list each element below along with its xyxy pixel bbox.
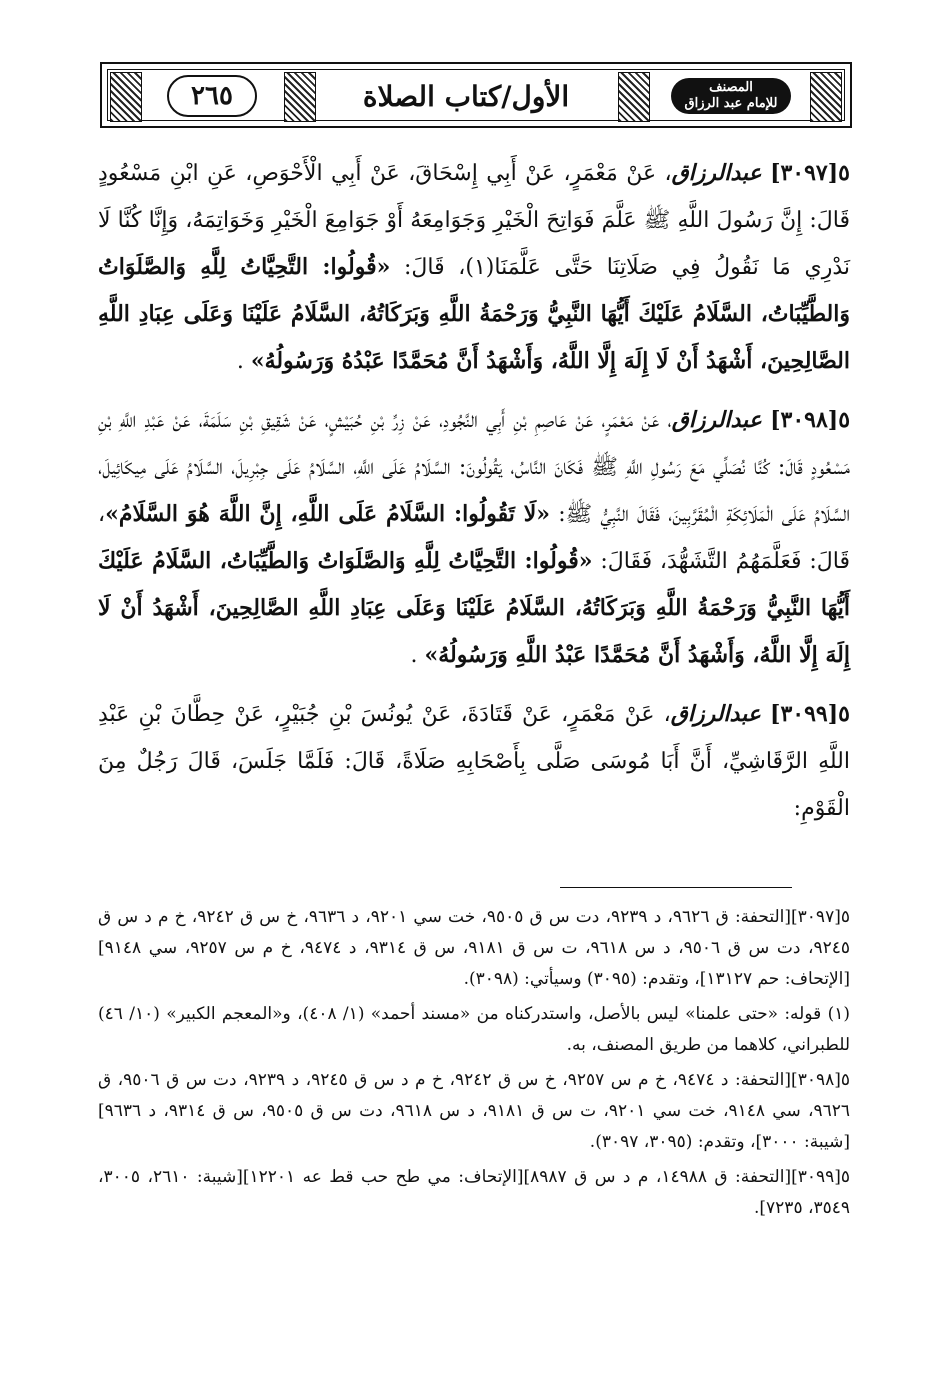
- hadith-end: .: [410, 643, 418, 668]
- hadith-end: .: [236, 349, 244, 374]
- hadith-3097: [98, 150, 850, 385]
- footnote-divider: [560, 887, 792, 888]
- hadith-body: [98, 150, 850, 844]
- chapter-title: الأول/كتاب الصلاة: [362, 79, 570, 113]
- footnote-1: (١) قوله: «حتى علمنا» ليس بالأصل، واستدركناه من «مسند أحمد» (١/ ٤٠٨)، و«المعجم الكبير» (١٠/ ٤٦) للطبراني، كلاهما من طريق المصنف، به.: [98, 1004, 851, 1055]
- book-logo: [656, 72, 806, 120]
- footnotes: [98, 902, 850, 1228]
- hadith-number: ٥[٣٠٩٨]: [770, 407, 851, 433]
- ornament-icon: [284, 72, 316, 122]
- hadith-text-2: ، قَالَ: فَعَلَّمَهُمُ التَّشَهُّدَ، فَقَالَ:: [98, 502, 850, 574]
- narrator-name: عبدالرزاق: [671, 160, 762, 186]
- hadith-text: ، عَنْ مَعْمَرٍ، عَنْ قَتَادَةَ، عَنْ يُونُسَ بْنِ جُبَيْرٍ، عَنْ حِطَّانَ بْنِ عَبْدِ اللَّهِ الرَّقَاشِيِّ، أَنَّ أَبَا مُوسَى صَلَّى بِأَصْحَابِهِ صَلَاةً، قَالَ: فَلَمَّا جَلَسَ، قَالَ رَجُلٌ مِنَ الْقَوْمِ:: [98, 702, 850, 821]
- hadith-3099: [98, 691, 850, 832]
- ornament-icon: [110, 72, 142, 122]
- ornament-icon: [618, 72, 650, 122]
- hadith-quote: «قُولُوا: التَّحِيَّاتُ لِلَّهِ وَالصَّلَوَاتُ وَالطَّيِّبَاتُ، السَّلَامُ عَلَيْكَ أَيُّهَا النَّبِيُّ وَرَحْمَةُ اللَّهِ وَبَرَكَاتُهُ، السَّلَامُ عَلَيْنَا وَعَلَى عِبَادِ اللَّهِ الصَّالِحِينَ، أَشْهَدُ أَنْ لَا إِلَهَ إِلَّا اللَّهُ، وَأَشْهَدُ أَنَّ مُحَمَّدًا عَبْدُهُ وَرَسُولُهُ»: [98, 254, 850, 374]
- narrator-name: عبدالرزاق: [670, 701, 761, 727]
- hadith-text: ، عَنْ مَعْمَرٍ، عَنْ أَبِي إِسْحَاقَ، عَنْ أَبِي الْأَحْوَصِ، عَنِ ابْنِ مَسْعُودٍ قَالَ: إِنَّ رَسُولَ اللَّهِ ﷺ عَلَّمَ فَوَاتِحَ الْخَيْرِ وَجَوَامِعَهُ أَوْ جَوَامِعَ الْخَيْرِ وَخَوَاتِمَهُ، وَإِنَّا كُنَّا لَا نَدْرِي مَا نَقُولُ فِي صَلَاتِنَا حَتَّى عَلَّمَنَا(١)، قَالَ:: [98, 161, 851, 280]
- logo-line-1: المصنف: [709, 80, 753, 95]
- hadith-quote: «لَا تَقُولُوا: السَّلَامُ عَلَى اللَّهِ، إِنَّ اللَّهَ هُوَ السَّلَامُ»: [105, 501, 551, 527]
- logo-line-2: للإمام عبد الرزاق: [684, 96, 778, 111]
- page-number-box: [146, 72, 278, 120]
- ornament-icon: [810, 72, 842, 122]
- hadith-number: ٥[٣٠٩٧]: [770, 160, 850, 186]
- page-header: [100, 62, 852, 128]
- footnote-3099: ٥[٣٠٩٩][التحفة: ق ١٤٩٨٨، م د س ق ٨٩٨٧][الإتحاف: مي طح حب قط عه ١٢٢٠١][شيبة: ٢٦١٠، ٣٠٠٥، ٣٥٤٩، ٧٢٣٥].: [98, 1167, 851, 1218]
- footnote-3097: ٥[٣٠٩٧][التحفة: ق ٩٦٢٦، د ٩٢٣٩، دت س ق ٩٥٠٥، خت سي ٩٢٠١، د ٩٦٣٦، خ س ق ٩٢٤٢، خ م د س ق ٩٢٤٥، دت س ق ٩٥٠٦، د س ٩٦١٨، ت س ق ٩١٨١، س ق ٩٣١٤، د ٩٤٧٤، خ م س ٩٢٥٧، سي ٩١٤٨][الإتحاف: حم ١٣١٢٧]، وتقدم: (٣٠٩٥) وسيأتي: (٣٠٩٨).: [98, 907, 850, 989]
- page-number: ٢٦٥: [167, 75, 257, 117]
- logo-badge: [671, 78, 792, 114]
- footnote-3098: ٥[٣٠٩٨][التحفة: د ٩٤٧٤، خ م س ٩٢٥٧، خ س ق ٩٢٤٢، خ م د س ق ٩٢٤٥، د ٩٢٣٩، دت س ق ٩٥٠٦، ق ٩٦٢٦، سي ٩١٤٨، خت سي ٩٢٠١، ت س ق ٩١٨١، د س ٩٦١٨، دت س ق ٩٥٠٥، س ق ٩٣١٤، د ٩٦٣٦][شيبة: ٣٠٠٠]، وتقدم: (٣٠٩٥، ٣٠٩٧).: [98, 1070, 851, 1152]
- narrator-name: عبدالرزاق: [671, 407, 762, 433]
- hadith-number: ٥[٣٠٩٩]: [770, 701, 850, 727]
- hadith-quote-2: «قُولُوا: التَّحِيَّاتُ لِلَّهِ وَالصَّلَوَاتُ وَالطَّيِّبَاتُ، السَّلَامُ عَلَيْكَ أَيُّهَا النَّبِيُّ وَرَحْمَةُ اللَّهِ وَبَرَكَاتُهُ، السَّلَامُ عَلَيْنَا وَعَلَى عِبَادِ اللَّهِ الصَّالِحِينَ، أَشْهَدُ أَنْ لَا إِلَهَ إِلَّا اللَّهُ، وَأَشْهَدُ أَنَّ مُحَمَّدًا عَبْدُ اللَّهِ وَرَسُولُهُ»: [98, 548, 850, 668]
- hadith-text: ، عَنْ مَعْمَرٍ، عَنْ عَاصِمِ بْنِ أَبِي النَّجُودِ، عَنْ زِرِّ بْنِ حُبَيْشٍ، عَنْ شَقِيقِ بْنِ سَلَمَةَ، عَنْ عَبْدِ اللَّهِ بْنِ مَسْعُودٍ قَالَ: كُنَّا نُصَلِّي مَعَ رَسُولِ اللَّهِ ﷺ فَكَانَ النَّاسُ، يَقُولُونَ: السَّلَامُ عَلَى اللَّهِ، السَّلَامُ عَلَى جِبْرِيلَ، السَّلَامُ عَلَى مِيكَائِيلَ، السَّلَامُ عَلَى الْمَلَائِكَةِ الْمُقَرَّبِينَ، فَقَالَ النَّبِيُّ ﷺ:: [98, 408, 850, 527]
- hadith-3098: [98, 397, 850, 679]
